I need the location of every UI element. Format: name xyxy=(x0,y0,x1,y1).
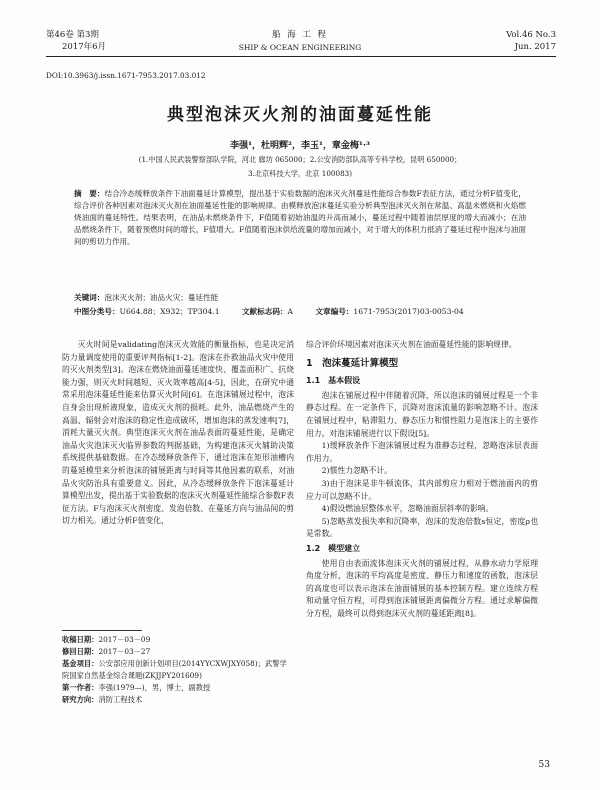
page-title: 典型泡沫灭火剂的油面蔓延性能 xyxy=(167,105,433,125)
footnote-received: 收稿日期：2017－03－09 xyxy=(62,635,151,644)
footnote-funding: 基金项目：公安部应用创新计划项目(2014YYCXWJXY058)；武警学院国家自然基金综合课题(ZKJJPY201609) xyxy=(62,659,287,680)
right-intro: 综合评价环境因素对泡沫灭火剂在油面蔓延性能的影响规律。 xyxy=(306,340,517,349)
affiliation-line-1: (1.中国人民武装警察部队学院，河北 廊坊 065000；2.公安消防部队高等专科学校，昆明 650000； xyxy=(138,155,462,164)
section-1-heading: 1 泡沫蔓延计算模型 xyxy=(306,357,399,369)
classification-line xyxy=(74,306,534,318)
section-1-2-paragraph: 使用自由表面流体泡沫灭火剂的铺展过程，从静水动力学原理角度分析，泡沫的平均高度是密度、静压力和速度的函数，泡沫层的高度也可以表示泡沫在油面铺展的基本控制方程。建立连续方程和动量守恒方程，可得到泡沫铺展距离偏微分方程。通过求解偏微分方程，最终可以得到泡沫灭火剂的蔓延距离[8]。 xyxy=(306,558,538,618)
assumption-4: 4)假设燃油层整体水平，忽略油面层斜率的影响。 xyxy=(321,504,494,514)
doc-code-value: A xyxy=(287,307,294,316)
keywords-label: 关键词： xyxy=(74,293,105,302)
header-volume: 第46卷 第3期 xyxy=(46,30,99,40)
left-column xyxy=(62,339,294,528)
section-1-1-paragraph: 泡沫在铺展过程中伴随着沉降，所以泡沫的铺展过程是一个非静态过程。在一定条件下，沉降对泡沫流量的影响忽略不计。泡沫在铺展过程中，粘滞阻力、静态压力和惯性阻力是泡沫上的主要作用力。对泡沫铺展进行以下假设[5]。 xyxy=(306,390,538,438)
section-1-2-heading: 1.2 模型建立 xyxy=(306,543,361,553)
footnote-revised: 修回日期：2017－03－27 xyxy=(62,647,151,656)
abstract-label: 摘 要： xyxy=(74,189,105,198)
doi: DOI:10.3963/j.issn.1671-7953.2017.03.012 xyxy=(46,71,206,80)
header-volume-en: Vol.46 No.3 xyxy=(506,30,556,40)
article-no-value: 1671-7953(2017)03-0053-04 xyxy=(353,307,464,316)
section-1-1-heading: 1.1 基本假设 xyxy=(306,376,361,386)
assumption-2: 2)惯性力忽略不计。 xyxy=(321,466,392,476)
article-no-label: 文章编号： xyxy=(315,307,354,316)
clc-value: U664.88；X932；TP304.1 xyxy=(119,307,220,316)
header-rule xyxy=(46,56,556,57)
header-date: 2017年6月 xyxy=(62,42,107,52)
assumption-5: 5)忽略蒸发损失率和沉降率，泡沫的发泡倍数s恒定，密度ρ也是常数。 xyxy=(306,516,538,539)
keywords-text: 泡沫灭火剂；油品火灾；蔓延性能 xyxy=(104,293,219,302)
clc-label: 中图分类号： xyxy=(74,307,120,316)
authors: 李强¹，杜明辉²，李玉¹，章金梅¹·³ xyxy=(230,141,370,151)
footnote-rule xyxy=(62,630,142,631)
assumption-3: 3)由于泡沫是非牛顿流体，其内部剪应力相对于燃油面内的剪应力可以忽略不计。 xyxy=(306,478,538,501)
right-column xyxy=(306,339,538,620)
footnote-research: 研究方向：消防工程技术 xyxy=(62,695,143,704)
abstract-text: 结合冷态缓释放条件下油面蔓延计算模型，提出基于实验数据的泡沫灭火剂蔓延性能综合参数F表征方法，通过分析F值变化，综合评价各种因素对泡沫灭火剂在油面蔓延性能的影响规律。由模释放泡沫蔓延实验分析典型泡沫灭火剂在常温、高温未燃烧和火焰燃烧油面的蔓延特性。结果表明，在油品未燃烧条件下，F值随着初始油温的升高而减小，蔓延过程中随着油层厚度的增大而减小；在油品燃烧条件下，随着预燃时间的增长，F值增大。F值随着泡沫供给流量的增加而减小，对于增大的体积力抵消了蔓延过程中泡沫与油面间的剪切力作用。 xyxy=(74,189,527,246)
header-journal-cn: 船 海 工 程 xyxy=(271,30,329,40)
footnote-author: 第一作者：李强(1979—)，男，博士，副教授 xyxy=(62,683,211,692)
intro-paragraph: 灭火时间是validating泡沫灭火效能的衡量指标，也是决定消防力量调度使用的重要评判指标[1-2]。泡沫在扑救油品火灾中使用的灭火剂类型[3]。泡沫在燃烧油面蔓延速度快、覆盖面积广、抗烧能力强，则灭火时间越短、灭火效率越高[4-5]，因此，在研究中通常采用泡沫蔓延性能来估算灭火时间[6]。在泡沫铺展过程中，泡沫自身会出现析液现象，造成灭火剂的损耗。此外，油品燃烧产生的高温、辐射会对泡沫的稳定性造成破坏，增加泡沫的蒸发速率[7]，消耗大量灭火剂。典型泡沫灭火剂在油品表面的蔓延性能，是确定油品火灾泡沫灭火临界参数的判据基础，为构建泡沫灭火辅助决策系统提供基础数据。在冷态缓释放条件下，通过泡沫在矩形油槽内的蔓延模型来分析泡沫的铺展距离与时间等其他因素的联系，对油品火灾防治具有重要意义。因此，从冷态缓释放条件下泡沫蔓延计算模型出发，提出基于实验数据的泡沫灭火剂蔓延性能综合参数F表征方法。F与泡沫灭火剂密度、发泡倍数、在蔓延方向与油品间的剪切力相关。通过分析F值变化， xyxy=(62,340,294,526)
assumption-1: 1)缓释放条件下泡沫铺展过程为准静态过程，忽略泡沫层表面作用力。 xyxy=(306,441,538,463)
doc-code-label: 文献标志码： xyxy=(241,307,288,316)
page-number: 53 xyxy=(538,760,550,770)
footnote xyxy=(62,634,294,706)
keywords xyxy=(74,292,218,304)
affiliation-line-2: 3.北京科技大学，北京 100083) xyxy=(247,169,353,178)
header-date-en: Jun. 2017 xyxy=(514,42,556,52)
header-journal-en: SHIP & OCEAN ENGINEERING xyxy=(238,43,362,52)
abstract xyxy=(74,188,526,248)
